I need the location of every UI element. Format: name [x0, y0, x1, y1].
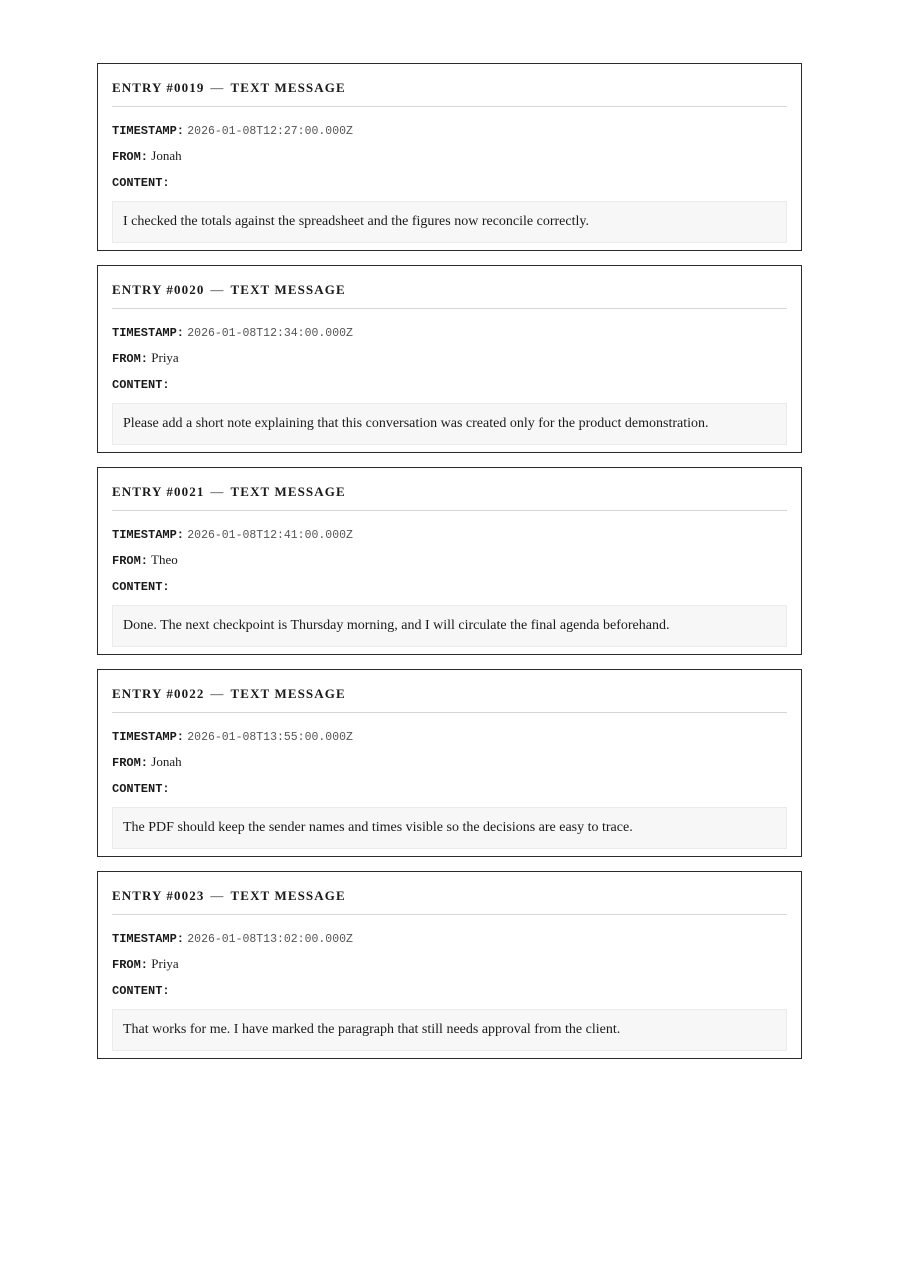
entry-number: ENTRY #0023 — [112, 888, 205, 903]
message-log — [97, 63, 802, 1073]
message-content: Done. The next checkpoint is Thursday morning, and I will circulate the final agenda beforehand. — [112, 605, 787, 647]
from-label: FROM: — [112, 756, 149, 770]
message-content: I checked the totals against the spreadsheet and the figures now reconcile correctly. — [112, 201, 787, 243]
message-content: That works for me. I have marked the paragraph that still needs approval from the client. — [112, 1009, 787, 1051]
content-label-row — [112, 977, 787, 1003]
from-row — [112, 951, 787, 977]
from-value: Priya — [151, 350, 179, 365]
timestamp-label: TIMESTAMP: — [112, 528, 185, 542]
timestamp-value: 2026-01-08T12:34:00.000Z — [187, 327, 353, 340]
from-row — [112, 345, 787, 371]
from-label: FROM: — [112, 150, 149, 164]
entry-header — [112, 872, 787, 915]
entry-card — [97, 467, 802, 655]
timestamp-row — [112, 723, 787, 749]
entry-number: ENTRY #0019 — [112, 80, 205, 95]
timestamp-row — [112, 521, 787, 547]
entry-meta — [112, 723, 787, 801]
entry-type: TEXT MESSAGE — [230, 484, 346, 499]
content-label: CONTENT: — [112, 378, 170, 392]
content-label: CONTENT: — [112, 580, 170, 594]
entry-type: TEXT MESSAGE — [230, 888, 346, 903]
timestamp-row — [112, 319, 787, 345]
entry-type: TEXT MESSAGE — [230, 80, 346, 95]
content-label: CONTENT: — [112, 176, 170, 190]
entry-header — [112, 670, 787, 713]
entry-header — [112, 64, 787, 107]
header-separator: — — [210, 282, 225, 297]
entry-meta — [112, 521, 787, 599]
entry-meta — [112, 925, 787, 1003]
content-label: CONTENT: — [112, 984, 170, 998]
entry-type: TEXT MESSAGE — [230, 686, 346, 701]
content-label: CONTENT: — [112, 782, 170, 796]
entry-number: ENTRY #0022 — [112, 686, 205, 701]
from-label: FROM: — [112, 352, 149, 366]
content-label-row — [112, 169, 787, 195]
from-value: Jonah — [151, 148, 182, 163]
entry-type: TEXT MESSAGE — [230, 282, 346, 297]
content-label-row — [112, 573, 787, 599]
from-row — [112, 749, 787, 775]
entry-card — [97, 63, 802, 251]
from-row — [112, 547, 787, 573]
timestamp-value: 2026-01-08T13:02:00.000Z — [187, 933, 353, 946]
from-label: FROM: — [112, 958, 149, 972]
entry-card — [97, 265, 802, 453]
timestamp-label: TIMESTAMP: — [112, 932, 185, 946]
header-separator: — — [210, 888, 225, 903]
entry-meta — [112, 319, 787, 397]
from-row — [112, 143, 787, 169]
timestamp-value: 2026-01-08T12:41:00.000Z — [187, 529, 353, 542]
timestamp-row — [112, 117, 787, 143]
timestamp-value: 2026-01-08T13:55:00.000Z — [187, 731, 353, 744]
from-value: Priya — [151, 956, 179, 971]
header-separator: — — [210, 80, 225, 95]
entry-header — [112, 266, 787, 309]
entry-number: ENTRY #0021 — [112, 484, 205, 499]
message-content: Please add a short note explaining that this conversation was created only for the product demonstration. — [112, 403, 787, 445]
entry-meta — [112, 117, 787, 195]
timestamp-row — [112, 925, 787, 951]
header-separator: — — [210, 484, 225, 499]
timestamp-label: TIMESTAMP: — [112, 730, 185, 744]
from-value: Jonah — [151, 754, 182, 769]
timestamp-label: TIMESTAMP: — [112, 124, 185, 138]
header-separator: — — [210, 686, 225, 701]
content-label-row — [112, 775, 787, 801]
content-label-row — [112, 371, 787, 397]
from-value: Theo — [151, 552, 178, 567]
entry-number: ENTRY #0020 — [112, 282, 205, 297]
timestamp-label: TIMESTAMP: — [112, 326, 185, 340]
entry-card — [97, 669, 802, 857]
entry-header — [112, 468, 787, 511]
entry-card — [97, 871, 802, 1059]
timestamp-value: 2026-01-08T12:27:00.000Z — [187, 125, 353, 138]
message-content: The PDF should keep the sender names and times visible so the decisions are easy to trace. — [112, 807, 787, 849]
from-label: FROM: — [112, 554, 149, 568]
